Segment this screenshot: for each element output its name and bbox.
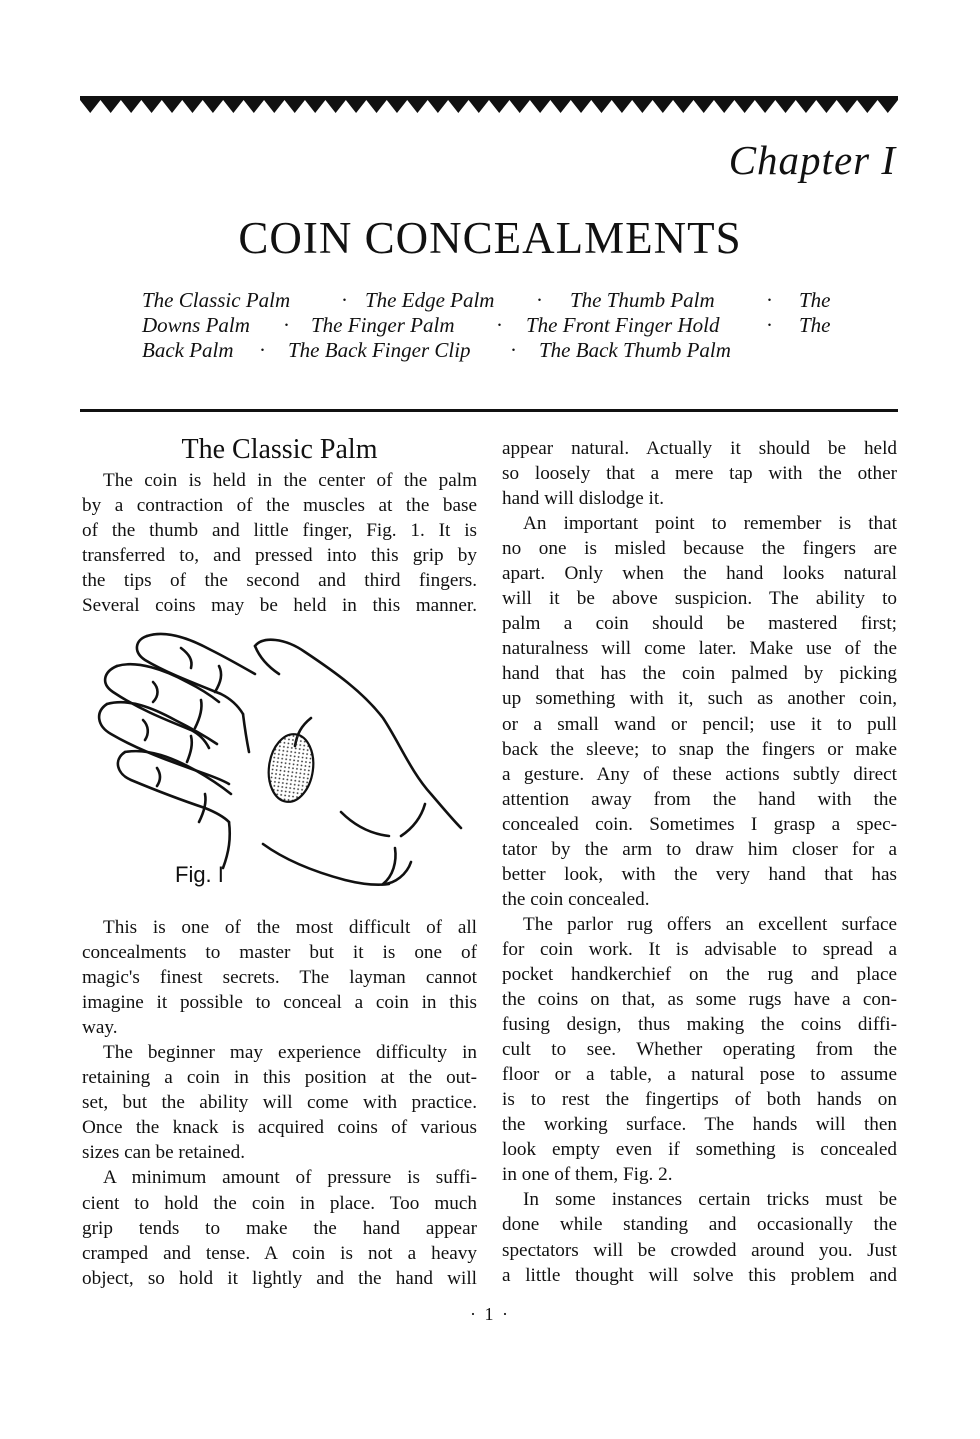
ornament-triangle <box>244 100 264 113</box>
text-line: will it be above suspicion. The ability to <box>502 588 897 610</box>
ornament-triangle <box>775 100 795 113</box>
contents-separator: · <box>341 288 348 312</box>
ornament-triangle <box>489 100 509 113</box>
text-line: sizes can be retained. <box>82 1142 246 1164</box>
text-line: retaining a coin in this position at the out- <box>82 1067 477 1089</box>
text-line: concealments to master but it is one of <box>82 942 477 964</box>
contents-line <box>142 313 902 338</box>
text-line: floor or a table, a natural pose to assume <box>502 1064 897 1086</box>
text-line: transferred to, and pressed into this grip by <box>82 545 477 567</box>
contents-item: The Back Thumb Palm <box>539 338 731 362</box>
text-line: so loosely that a mere tap with the other <box>502 463 897 485</box>
text-line: The coin is held in the center of the palm <box>103 470 477 491</box>
contents-item: The <box>799 313 831 337</box>
ornament-triangle <box>100 100 120 113</box>
text-line: Once the knack is acquired coins of various <box>82 1117 477 1139</box>
text-line: concealed coin. Sometimes I grasp a spec- <box>502 813 897 835</box>
ornament-triangle <box>407 100 427 113</box>
ornament-triangle <box>162 100 182 113</box>
ornament-triangle <box>387 100 407 113</box>
text-line: or a small wand or pencil; use it to pull <box>502 713 897 735</box>
text-line: done while standing and occasionally the <box>502 1214 897 1236</box>
ornament-triangle <box>878 100 898 113</box>
ornament-triangle <box>632 100 652 113</box>
contents-item: The <box>799 288 831 312</box>
ornament-triangle <box>591 100 611 113</box>
contents-item: The Finger Palm <box>311 313 455 337</box>
text-line: The beginner may experience difficulty in <box>103 1042 477 1064</box>
text-line: back the sleeve; to snap the fingers or make <box>502 738 897 760</box>
text-line: grip tends to make the hand appear <box>82 1217 477 1239</box>
text-line: A minimum amount of pressure is suffi- <box>103 1167 477 1189</box>
ornament-triangle <box>755 100 775 113</box>
text-line: appear natural. Actually it should be held <box>502 438 897 459</box>
ornament-triangle <box>264 100 284 113</box>
text-line: no one is misled because the fingers are <box>502 538 897 560</box>
contents-item: The Classic Palm <box>142 288 291 312</box>
contents-item: Downs Palm <box>142 313 250 337</box>
contents-line <box>142 338 902 363</box>
text-line: apart. Only when the hand looks natural <box>502 563 897 585</box>
text-line: for coin work. It is advisable to spread a <box>502 938 897 960</box>
text-line: palm a coin should be mastered first; <box>502 613 897 635</box>
text-line: the tips of the second and third fingers. <box>82 570 477 592</box>
text-line: the coin concealed. <box>502 888 650 910</box>
text-line: the coins on that, as some rugs have a con- <box>502 989 897 1011</box>
text-line: imagine it possible to conceal a coin in this <box>82 992 477 1014</box>
text-line: naturalness will come later. Make use of the <box>502 638 897 660</box>
contents-separator: · <box>536 288 543 312</box>
text-line: object, so hold it lightly and the hand will <box>82 1267 477 1289</box>
text-line: In some instances certain tricks must be <box>523 1189 897 1211</box>
ornament-triangle <box>428 100 448 113</box>
ornament-triangle <box>80 100 100 113</box>
ornament-triangle <box>714 100 734 113</box>
text-line: way. <box>82 1017 118 1039</box>
ornament-triangle <box>550 100 570 113</box>
text-line: cramped and tense. A coin is not a heavy <box>82 1242 477 1264</box>
chapter-title: COIN CONCEALMENTS <box>238 213 742 263</box>
ornament-triangle <box>796 100 816 113</box>
ornament-triangle <box>530 100 550 113</box>
ornament-triangle <box>653 100 673 113</box>
contents-line <box>142 288 902 313</box>
text-line: a gesture. Any of these actions subtly direct <box>502 763 897 785</box>
contents-separator: · <box>510 338 517 362</box>
contents-item: The Back Finger Clip <box>288 338 471 362</box>
ornament-triangle <box>223 100 243 113</box>
right-column-text <box>502 436 897 1288</box>
ornament-triangle <box>694 100 714 113</box>
contents-separator: · <box>496 313 503 337</box>
text-line: by a contraction of the muscles at the base <box>82 495 477 517</box>
ornament-triangle <box>673 100 693 113</box>
text-line: the working surface. The hands will then <box>502 1114 897 1136</box>
text-line: pocket handkerchief on the rug and place <box>502 963 897 985</box>
contents-item: The Edge Palm <box>365 288 495 312</box>
contents-separator: · <box>259 338 266 362</box>
text-line: This is one of the most difficult of all <box>103 917 477 938</box>
ornament-triangle <box>816 100 836 113</box>
ornament-triangle <box>182 100 202 113</box>
left-column-bottom-text <box>82 915 477 1291</box>
text-line: tator by the arm to draw him closer for a <box>502 838 897 860</box>
ornament-triangle <box>857 100 877 113</box>
ornament-triangle <box>346 100 366 113</box>
ornament-triangle <box>612 100 632 113</box>
text-line: hand that has the coin palmed by picking <box>502 663 897 685</box>
contents-separator: · <box>766 288 773 312</box>
section-heading: The Classic Palm <box>181 434 378 465</box>
text-line: cient to hold the coin in place. Too much <box>82 1192 477 1214</box>
contents-separator: · <box>283 313 290 337</box>
text-line: set, but the ability will come with practice. <box>82 1092 477 1114</box>
text-line: magic's finest secrets. The layman cannot <box>82 967 477 989</box>
ornament-triangle <box>734 100 754 113</box>
text-line: Several coins may be held in this manner. <box>82 595 477 617</box>
ornament-triangle <box>325 100 345 113</box>
ornament-triangle <box>837 100 857 113</box>
text-line: look empty even if something is concealed <box>502 1139 897 1161</box>
ornament-triangle <box>305 100 325 113</box>
left-column-top-text <box>82 468 477 618</box>
text-line: The parlor rug offers an excellent surface <box>523 913 897 935</box>
text-line: a little thought will solve this problem and <box>502 1264 897 1286</box>
ornament-triangle <box>141 100 161 113</box>
contents-separator: · <box>766 313 773 337</box>
chapter-contents-list <box>142 288 902 363</box>
section-rule <box>80 409 898 412</box>
text-line: better look, with the very hand that has <box>502 863 897 885</box>
text-line: fusing design, thus making the coins diffi- <box>502 1014 897 1036</box>
text-line: cult to see. Whether operating from the <box>502 1039 897 1061</box>
text-line: An important point to remember is that <box>523 513 897 535</box>
ornament-triangle <box>448 100 468 113</box>
ornament-triangle <box>366 100 386 113</box>
chapter-label: Chapter I <box>728 137 896 183</box>
text-line: in one of them, Fig. 2. <box>502 1164 673 1186</box>
contents-item: The Front Finger Hold <box>526 313 720 337</box>
ornament-triangle <box>285 100 305 113</box>
ornament-triangle <box>509 100 529 113</box>
text-line: hand will dislodge it. <box>502 488 665 510</box>
contents-item: The Thumb Palm <box>570 288 715 312</box>
ornament-triangle <box>203 100 223 113</box>
page-number: · 1 · <box>470 1304 510 1324</box>
text-line: is to rest the fingertips of both hands on <box>502 1089 897 1111</box>
text-line: of the thumb and little finger, Fig. 1. It is <box>82 520 477 542</box>
ornament-triangle <box>571 100 591 113</box>
hand-classic-palm-illustration <box>95 622 470 912</box>
contents-item: Back Palm <box>142 338 234 362</box>
text-line: up something with it, such as another coin, <box>502 688 897 710</box>
triangle-ornament-border <box>80 100 898 120</box>
ornament-triangle <box>121 100 141 113</box>
ornament-triangle <box>469 100 489 113</box>
text-line: attention away from the hand with the <box>502 788 897 810</box>
figure-caption: Fig. I <box>175 862 224 887</box>
text-line: spectators will be crowded around you. Just <box>502 1239 897 1261</box>
